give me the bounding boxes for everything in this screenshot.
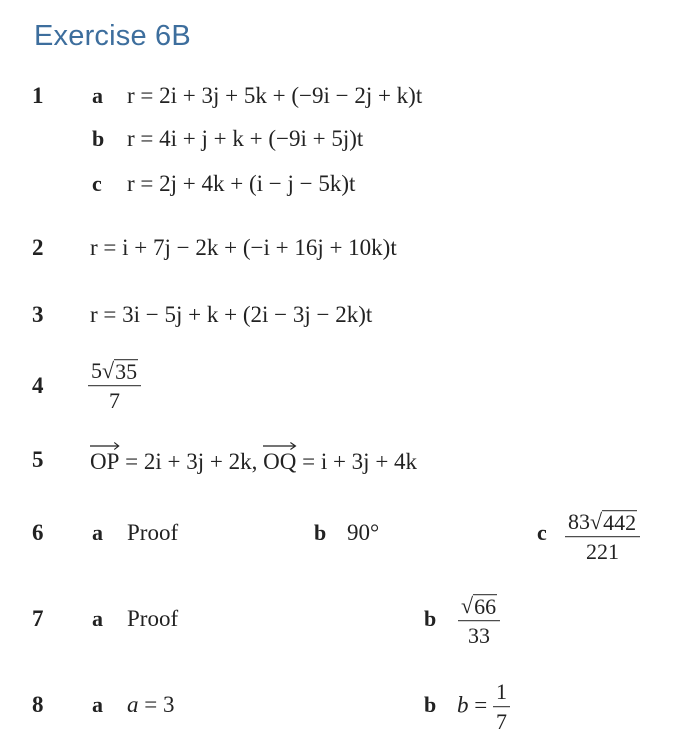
question-3 [0, 295, 694, 335]
question-number: 6 [32, 520, 44, 545]
denominator: 33 [468, 623, 491, 649]
coefficient: 5 [91, 358, 102, 384]
question-number: 5 [32, 447, 44, 472]
vector-equation: r = 2i + 3j + 5k + (−9i − 2j + k)t [127, 83, 423, 108]
part-label: b [424, 692, 437, 717]
part-label: b [424, 606, 437, 631]
equation-part: = i + 3j + 4k [302, 449, 418, 474]
question-1-part-b [0, 119, 694, 159]
fraction-answer: 83 √ 442 221 [565, 509, 640, 565]
answer-text: Proof [127, 606, 179, 631]
numerator: 1 [493, 679, 510, 707]
denominator: 221 [586, 539, 620, 565]
vector-equation: r = 4i + j + k + (−9i + 5j)t [127, 126, 364, 151]
question-6 [0, 509, 694, 565]
part-label: a [92, 692, 103, 717]
question-1-part-a [0, 76, 694, 116]
denominator: 7 [495, 709, 507, 735]
question-number: 4 [32, 373, 44, 398]
question-7 [0, 593, 694, 649]
question-number: 1 [32, 83, 44, 108]
question-number: 8 [32, 692, 44, 717]
vector-equation: r = 2j + 4k + (i − j − 5k)t [127, 171, 356, 196]
radicand: 66 [474, 594, 497, 620]
denominator: 7 [109, 388, 121, 414]
question-number: 7 [32, 606, 44, 631]
coefficient: 83 [568, 509, 590, 535]
fraction-answer: 5 √ 35 7 [88, 358, 141, 414]
question-4 [0, 358, 694, 414]
part-label: b [314, 520, 327, 545]
question-2 [0, 228, 694, 268]
answer-equation: a = 3 [127, 692, 175, 717]
radicand: 442 [603, 510, 637, 536]
part-label: c [92, 171, 102, 196]
vector-op: OP [90, 445, 119, 475]
vector-oq: OQ [263, 445, 296, 475]
question-1-part-c [0, 164, 694, 204]
vector-equation: r = i + 7j − 2k + (−i + 16j + 10k)t [90, 235, 397, 260]
exercise-title: Exercise 6B [34, 20, 191, 52]
answer-text: Proof [127, 520, 179, 545]
part-label: a [92, 520, 103, 545]
question-number: 3 [32, 302, 44, 327]
answer-equation: b = $\frac{1}{7}$ [457, 679, 510, 735]
vector-equation: r = 3i − 5j + k + (2i − 3j − 2k)t [90, 302, 373, 327]
vector-arrow-icon [90, 441, 119, 451]
equation-part: = 2i + 3j + 2k, [125, 449, 258, 474]
part-label: a [92, 606, 103, 631]
part-label: a [92, 83, 103, 108]
answer-angle: 90° [347, 520, 380, 545]
question-8 [0, 679, 694, 735]
question-number: 2 [32, 235, 44, 260]
part-label: b [92, 126, 105, 151]
radicand: 35 [115, 359, 138, 385]
part-label: c [537, 520, 547, 545]
fraction-answer: √ 66 33 [458, 593, 500, 649]
vector-arrow-icon [263, 441, 296, 451]
question-5 [0, 440, 694, 480]
position-vectors [90, 445, 417, 475]
